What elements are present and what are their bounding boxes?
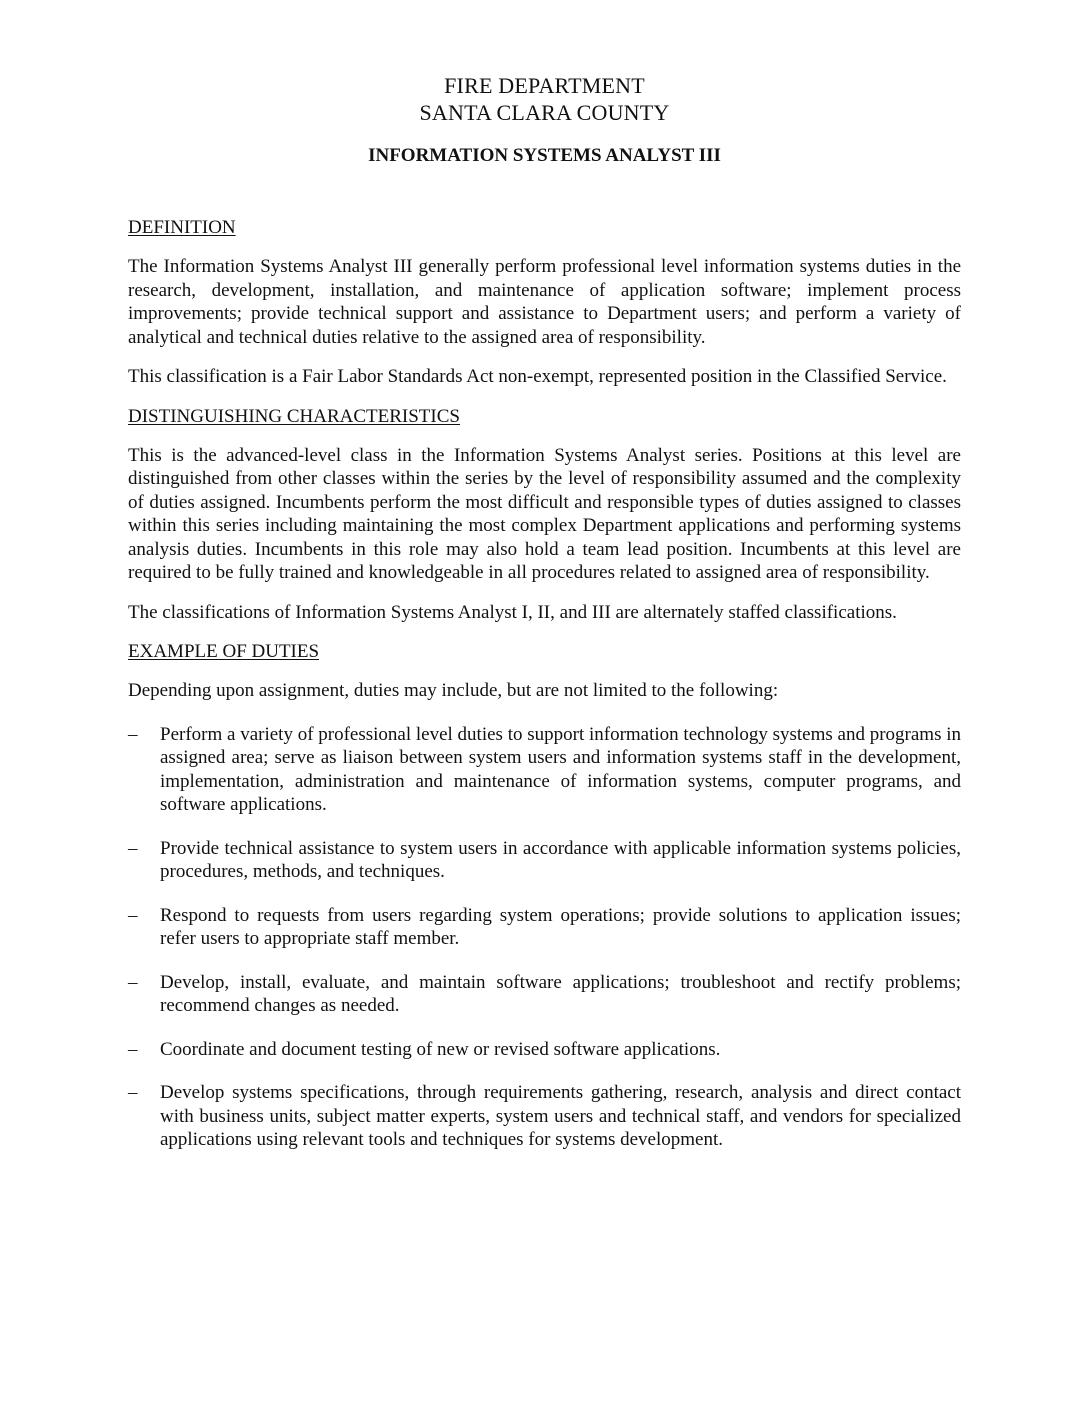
document-page <box>128 72 961 1152</box>
document-header <box>128 72 961 126</box>
duties-intro: Depending upon assignment, duties may include, but are not limited to the following: <box>128 680 779 701</box>
duty-text: Develop systems specifications, through requirements gathering, research, analysis and direct contact with business units, subject matter experts, system users and technical staff, and vendors for specialized applications using relevant tools and techniques for systems development. <box>160 1082 961 1150</box>
duty-item <box>128 837 961 884</box>
dash-bullet-icon: – <box>128 1082 138 1103</box>
dash-bullet-icon: – <box>128 837 138 859</box>
duty-item <box>128 1081 961 1152</box>
definition-paragraph: The Information Systems Analyst III generally perform professional level information systems duties in the research, development, installation, and maintenance of application software; implement process improvements; provide technical support and assistance to Department users; and perform a variety of analytical and technical duties relative to the assigned area of responsibility. <box>128 256 961 348</box>
duties-section <box>128 640 961 1152</box>
dash-bullet-icon: – <box>128 1038 138 1060</box>
dash-bullet-icon: – <box>128 904 138 926</box>
duty-text: Respond to requests from users regarding system operations; provide solutions to application issues; refer users to appropriate staff member. <box>160 904 961 949</box>
duty-item <box>128 1038 961 1062</box>
duty-text: Develop, install, evaluate, and maintain software applications; troubleshoot and rectify problems; recommend changes as needed. <box>160 971 961 1016</box>
duties-list <box>128 723 961 1152</box>
job-title: INFORMATION SYSTEMS ANALYST III <box>368 145 721 166</box>
definition-paragraph: This classification is a Fair Labor Standards Act non-exempt, represented position in the Classified Service. <box>128 366 947 387</box>
distinguishing-paragraph: The classifications of Information Systems Analyst I, II, and III are alternately staffed classifications. <box>128 601 897 623</box>
duty-text: Perform a variety of professional level duties to support information technology systems and programs in assigned area; serve as liaison between system users and information systems staff in the development, implementation, administration and maintenance of information systems, computer programs, and software applications. <box>160 723 961 815</box>
org-name-line1: FIRE DEPARTMENT <box>444 73 645 98</box>
duty-item <box>128 904 961 951</box>
duty-text: Coordinate and document testing of new or revised software applications. <box>160 1038 721 1060</box>
distinguishing-heading: DISTINGUISHING CHARACTERISTICS <box>128 405 460 427</box>
definition-section <box>128 216 961 389</box>
distinguishing-paragraph: This is the advanced-level class in the Information Systems Analyst series. Positions at this level are distinguished from other classes within the series by the level of responsibility assumed and the complexity of duties assigned. Incumbents perform the most difficult and responsible types of duties assigned to classes within this series including maintaining the most complex Department applications and performing systems analysis duties. Incumbents in this role may also hold a team lead position. Incumbents at this level are required to be fully trained and knowledgeable in all procedures related to assigned area of responsibility. <box>128 444 961 583</box>
distinguishing-section <box>128 405 961 625</box>
dash-bullet-icon: – <box>128 723 138 745</box>
definition-heading: DEFINITION <box>128 217 236 238</box>
duty-item <box>128 971 961 1018</box>
duty-item <box>128 723 961 817</box>
org-name-line2: SANTA CLARA COUNTY <box>419 100 670 125</box>
dash-bullet-icon: – <box>128 971 138 993</box>
duty-text: Provide technical assistance to system users in accordance with applicable information systems policies, procedures, methods, and techniques. <box>160 837 961 882</box>
duties-heading: EXAMPLE OF DUTIES <box>128 641 320 662</box>
